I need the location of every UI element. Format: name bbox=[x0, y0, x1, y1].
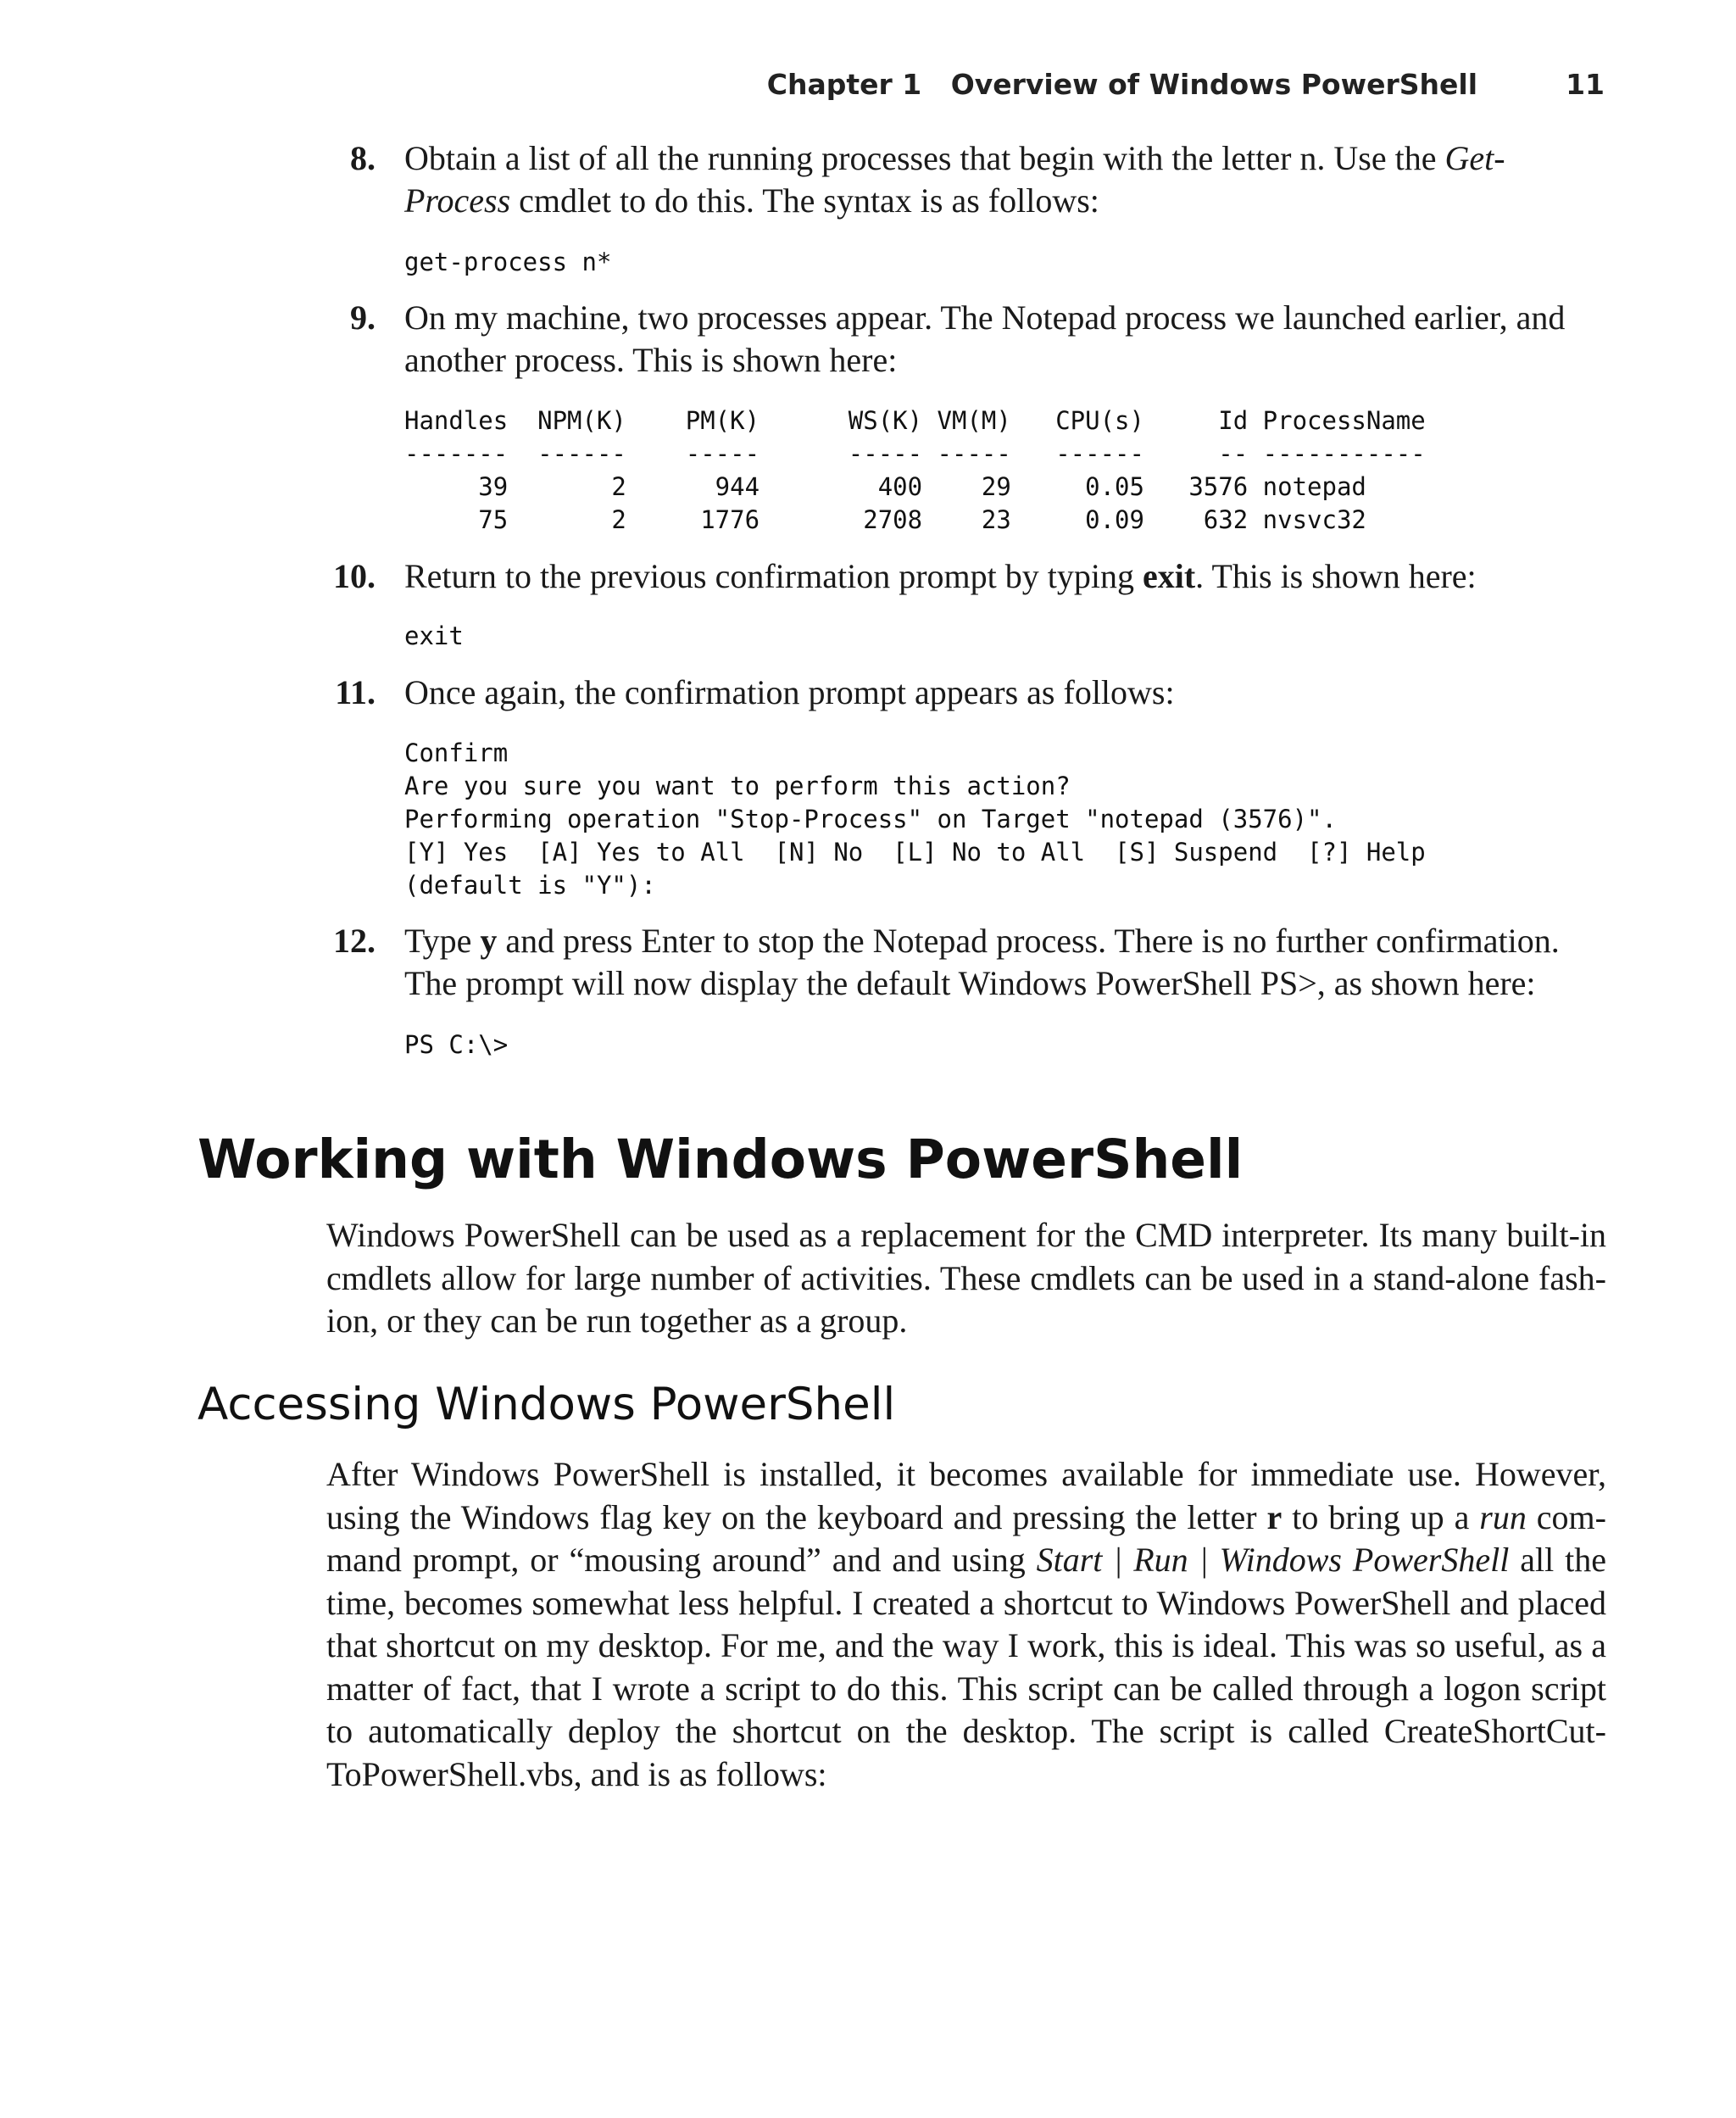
menu-path: Start | Run | Windows PowerShell bbox=[1036, 1541, 1510, 1579]
code-block: PS C:\> bbox=[404, 1030, 509, 1059]
page-header bbox=[0, 68, 1736, 110]
step-number: 12. bbox=[333, 922, 376, 960]
step-text-part: . This is shown here: bbox=[1195, 557, 1477, 595]
step-text-part: cmdlet to do this. The syntax is as follows: bbox=[510, 181, 1099, 220]
key-letter: r bbox=[1266, 1497, 1283, 1536]
section-heading: Working with Windows PowerShell bbox=[198, 1129, 1244, 1190]
step-number: 8. bbox=[350, 139, 376, 177]
chapter-label: Chapter 1 bbox=[766, 68, 922, 101]
step-text-part: Type bbox=[404, 922, 481, 960]
running-header bbox=[767, 68, 1477, 101]
step-text bbox=[404, 555, 1608, 598]
step-text bbox=[404, 137, 1608, 222]
code-block: get-process n* bbox=[404, 248, 612, 276]
run-term: run bbox=[1479, 1497, 1527, 1536]
page-number: 11 bbox=[1566, 68, 1605, 101]
code-block-process-table: Handles NPM(K) PM(K) WS(K) VM(M) CPU(s) Id ProcessName ------- ------ ----- ----- ----- ------ -- ----------- 39 2 944 400 29 0.05 3576 notepad 75 2 1776 2708 23 0.09 632 nvsvc32 bbox=[404, 406, 1426, 534]
code-block-confirm-prompt: Confirm Are you sure you want to perform this action? Performing operation "Stop-Process" on Target "notepad (3576)". [Y] Yes [A] Yes to All [N] No [L] No to All [S] Suspend [?] Help (default is "Y"): bbox=[404, 739, 1426, 900]
paragraph-text: command prompt, or “mousing around” and and using bbox=[326, 1497, 1606, 1579]
step-text-part: and press Enter to stop the Notepad process. There is no further confirmation. The prompt will now display the default Windows PowerShell PS>, as shown here: bbox=[404, 922, 1560, 1002]
paragraph-text: After Windows PowerShell is installed, it becomes available for immediate use. However, using the Windows flag key on the keyboard and pressing the letter bbox=[326, 1455, 1606, 1536]
step-text bbox=[404, 920, 1608, 1005]
step-number: 11. bbox=[335, 673, 376, 711]
command-keyword: exit bbox=[1142, 557, 1196, 595]
subsection-paragraph bbox=[326, 1453, 1606, 1796]
subsection-heading: Accessing Windows PowerShell bbox=[198, 1379, 896, 1430]
paragraph-text: all the time, becomes somewhat less helpful. I created a shortcut to Windows PowerShell and placed that shortcut on my desktop. For me, and the way I work, this is ideal. This was so useful, as a matter of fact, that I wrote a script to do this. This script can be called through a logon script to automatically deploy the shortcut on the desktop. The script is called CreateShortCutToPowerShell.vbs, and is as follows: bbox=[326, 1541, 1606, 1793]
section-paragraph: Windows PowerShell can be used as a replacement for the CMD interpreter. Its many built-in cmdlets allow for large number of activities. These cmdlets can be used in a stand-alone fashion, or they can be run together as a group. bbox=[326, 1216, 1606, 1340]
step-number: 10. bbox=[333, 557, 376, 595]
command-keyword: y bbox=[480, 922, 498, 960]
cmdlet-name: Get-Process bbox=[404, 139, 1505, 220]
step-text: Once again, the confirmation prompt appears as follows: bbox=[404, 673, 1175, 711]
code-block: exit bbox=[404, 621, 464, 650]
chapter-title: Overview of Windows PowerShell bbox=[950, 68, 1477, 101]
step-text: On my machine, two processes appear. The Notepad process we launched earlier, and another process. This is shown here: bbox=[404, 298, 1566, 379]
step-text-part: Obtain a list of all the running processes that begin with the letter n. Use the bbox=[404, 139, 1445, 177]
step-text-part: Return to the previous confirmation prompt by typing bbox=[404, 557, 1143, 595]
paragraph-text: to bring up a bbox=[1282, 1497, 1480, 1536]
step-number: 9. bbox=[350, 298, 376, 337]
